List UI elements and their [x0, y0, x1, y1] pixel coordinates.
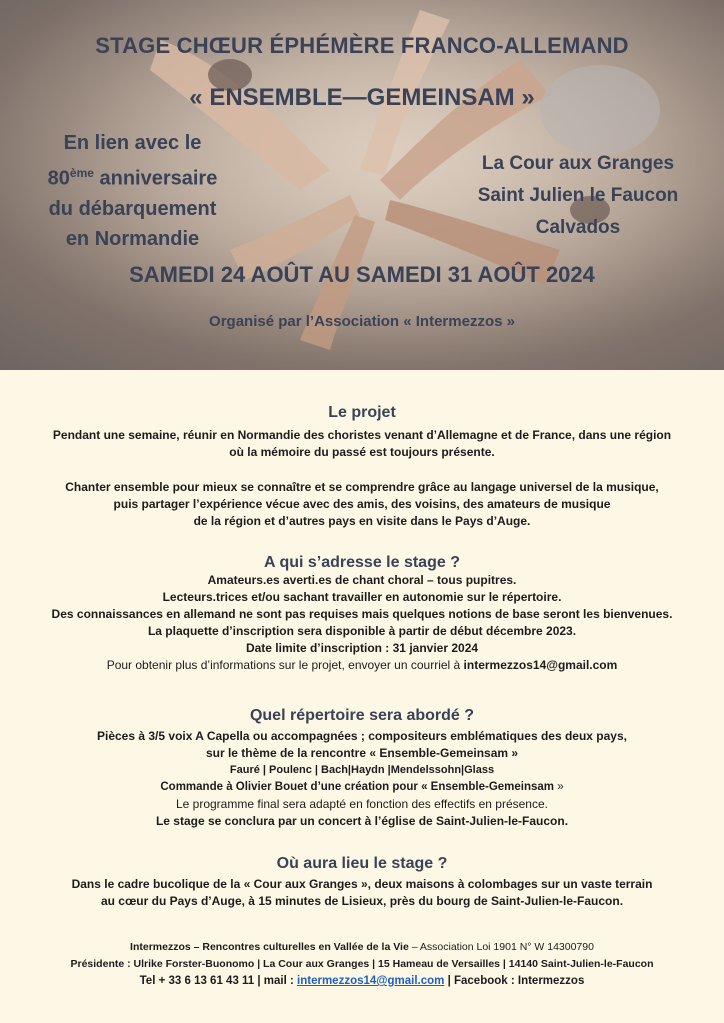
public-line6	[0, 657, 724, 674]
section-projet	[0, 404, 724, 530]
hero-banner	[0, 0, 724, 370]
projet-p1-line1: Pendant une semaine, réunir en Normandie des choristes venant d’Allemagne et de France, dans une région	[52, 428, 672, 442]
projet-p2-line1: Chanter ensemble pour mieux se connaître et se comprendre grâce au langage universel de la musique,	[65, 480, 659, 494]
anniversary-word: anniversaire	[93, 167, 218, 190]
location-line1: La Cour aux Granges	[481, 153, 675, 174]
projet-p1-line2: où la mémoire du passé est toujours présente.	[229, 445, 495, 459]
section-public	[0, 554, 724, 674]
footer-email-link[interactable]: intermezzos14@gmail.com	[297, 975, 445, 987]
hero-text	[0, 0, 724, 370]
event-dates: SAMEDI 24 AOÛT AU SAMEDI 31 AOÛT 2024	[129, 262, 595, 287]
projet-p2-line3: de la région et d’autres pays en visite dans le Pays d’Auge.	[193, 514, 531, 528]
footer	[0, 939, 724, 990]
footer-line1	[0, 939, 724, 956]
repertoire-line6: Le stage se conclura par un concert à l’église de Saint-Julien-le-Faucon.	[155, 814, 569, 828]
projet-p2-line2: puis partager l’expérience vécue avec des amis, des voisins, des amateurs de musique	[113, 497, 611, 511]
public-line1: Amateurs.es averti.es de chant choral – tous pupitres.	[207, 573, 517, 587]
public-line5: Date limite d’inscription : 31 janvier 2024	[245, 641, 479, 655]
repertoire-composers: Fauré | Poulenc | Bach|Haydn |Mendelssohn|Glass	[229, 764, 495, 776]
repertoire-line2: sur le thème de la rencontre « Ensemble-Gemeinsam »	[205, 746, 519, 760]
anniversary-line1: En lien avec le	[63, 132, 202, 154]
public-contact-email[interactable]: intermezzos14@gmail.com	[463, 658, 618, 672]
footer-phone: Tel + 33 6 13 61 43 11 | mail :	[139, 975, 298, 987]
projet-title: Le projet	[328, 404, 396, 421]
lieu-line1: Dans le cadre bucolique de la « Cour aux Granges », deux maisons à colombages sur un vaste terrain	[71, 877, 653, 891]
lieu-title: Où aura lieu le stage ?	[276, 855, 448, 872]
public-line4: La plaquette d’inscription sera disponible à partir de début décembre 2023.	[147, 624, 577, 638]
organizer: Organisé par l’Association « Intermezzos »	[209, 313, 515, 330]
public-line3: Des connaissances en allemand ne sont pas requises mais quelques notions de base seront les bienvenues.	[51, 607, 673, 621]
section-repertoire	[0, 707, 724, 830]
footer-line3	[0, 973, 724, 990]
anniversary-line2	[30, 158, 235, 194]
lieu-line2: au cœur du Pays d’Auge, à 15 minutes de Lisieux, près du bourg de Saint-Julien-le-Faucon.	[100, 894, 624, 908]
public-contact-text: Pour obtenir plus d’informations sur le projet, envoyer un courriel à	[106, 658, 464, 672]
footer-line2: Présidente : Ulrike Forster-Buonomo | La Cour aux Granges | 15 Hameau de Versailles | 14140 Saint-Julien-le-Faucon	[70, 958, 654, 970]
repertoire-line4	[0, 779, 724, 796]
sub-title: « ENSEMBLE—GEMEINSAM »	[189, 84, 535, 111]
footer-registration: – Association Loi 1901 N° W 14300790	[408, 941, 594, 953]
anniversary-line3: du débarquement	[48, 197, 217, 220]
location-block	[458, 148, 698, 244]
location-line3: Calvados	[535, 217, 621, 238]
anniversary-number: 80	[47, 167, 70, 190]
public-line2: Lecteurs.trices et/ou sachant travailler en autonomie sur le répertoire.	[162, 590, 562, 604]
public-title: A qui s’adresse le stage ?	[264, 554, 460, 571]
repertoire-commission-end: »	[554, 781, 564, 793]
section-lieu	[0, 855, 724, 910]
main-title: STAGE CHŒUR ÉPHÉMÈRE FRANCO-ALLEMAND	[95, 33, 629, 58]
anniversary-line4: en Normandie	[65, 227, 200, 250]
anniversary-sup: ème	[69, 166, 94, 180]
repertoire-commission: Commande à Olivier Bouet d’une création pour « Ensemble-Gemeinsam	[160, 781, 555, 793]
repertoire-line1: Pièces à 3/5 voix A Capella ou accompagnées ; compositeurs emblématiques des deux pays,	[97, 729, 627, 743]
repertoire-title: Quel répertoire sera abordé ?	[249, 707, 475, 724]
anniversary-block	[30, 128, 235, 254]
location-line2: Saint Julien le Faucon	[477, 185, 679, 206]
repertoire-line5: Le programme final sera adapté en fonction des effectifs en présence.	[175, 797, 548, 811]
footer-association: Intermezzos – Rencontres culturelles en Vallée de la Vie	[130, 941, 409, 953]
footer-facebook: | Facebook : Intermezzos	[444, 975, 585, 987]
